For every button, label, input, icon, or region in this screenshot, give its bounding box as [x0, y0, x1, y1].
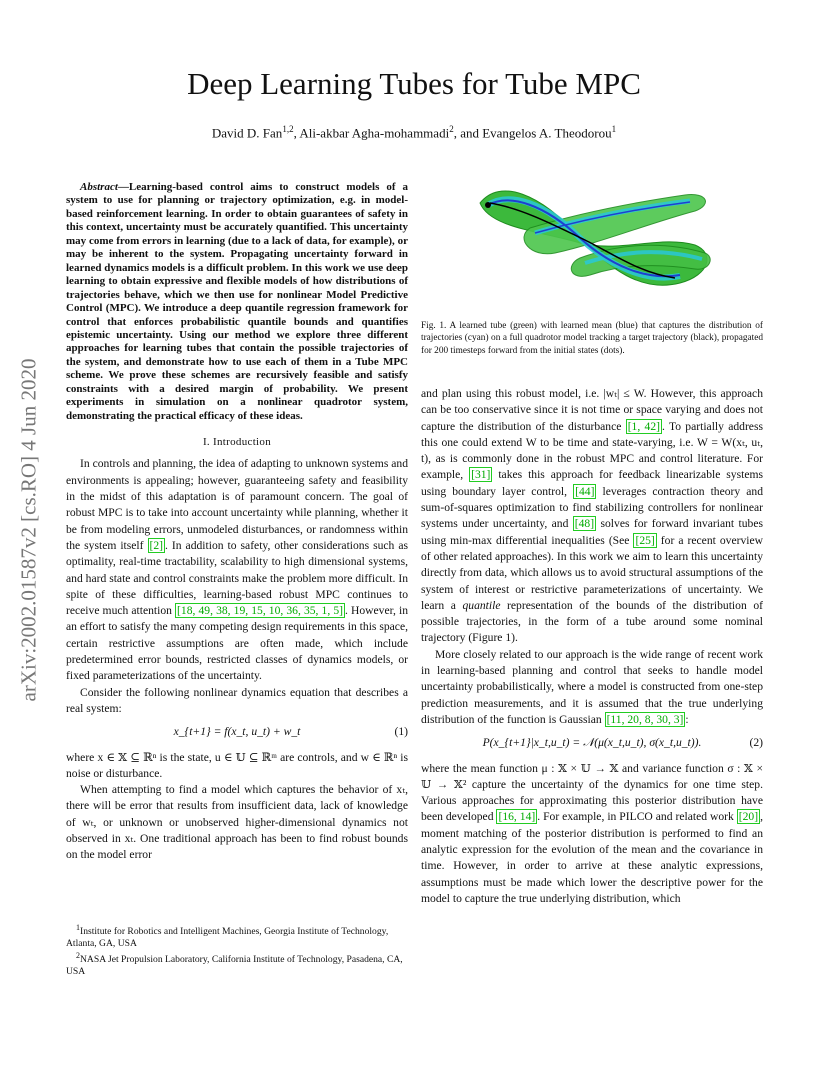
citation-link[interactable]: [20]	[738, 810, 759, 824]
abstract-label: Abstract	[80, 181, 118, 193]
arxiv-stamp	[14, 290, 44, 770]
citation-link[interactable]: [48]	[574, 517, 595, 531]
author-name: Ali-akbar Agha-mohammadi	[299, 125, 450, 141]
left-column	[66, 181, 408, 864]
footnote: $^2$NASA Jet Propulsion Laboratory, California Institute of Technology, Pasadena, CA, USA	[66, 951, 403, 978]
arxiv-id: arXiv:2002.01587v2 [cs.RO] 4 Jun 2020	[16, 358, 41, 702]
affiliation-mark: 1	[611, 124, 617, 134]
equation	[66, 724, 408, 740]
paragraph: When attempting to find a model which captures the behavior of xₜ, there will be error that results from insufficient data, lack of knowledge of wₜ, or unknown or unobserved higher-dimensional dynamics not observed in xₜ. One traditional approach has been to find robust bounds on the model error	[66, 783, 408, 862]
citation-link[interactable]: [18, 49, 38, 19, 15, 10, 36, 35, 1, 5]	[177, 604, 343, 618]
equation-body: P(x_{t+1}|x_t,u_t) = 𝒩(μ(x_t,u_t), σ(x_t,u_t)).	[482, 736, 702, 750]
citation-link[interactable]: [25]	[635, 533, 655, 547]
paragraph: In controls and planning, the idea of adapting to unknown systems and environments is appealing; however, guaranteeing safety and feasibility in the midst of this adaptation is of paramount concern. The goal of robust MPC is to take into account uncertainty while planning, whether it be from modeling errors, unmodeled disturbances, or randomness within the system itself [2] . In addition to safety, other considerations such as optimality, real-time tractability, scalability to high dimensional systems, and hard state and control constraints make the problem more difficult. In spite of these difficulties, learning-based robust MPC continues to receive much attention [18, 49, 38, 19, 15, 10, 36, 35, 1, 5] . However, in an effort to satisfy the many competing design requirements in this space, certain restrictive assumptions are often made, which include predetermined error bounds, restricted classes of dynamics models, or fixed parameterizations of the uncertainty.	[66, 457, 408, 683]
equation	[421, 735, 763, 751]
paragraph: Consider the following nonlinear dynamics equation that describes a real system:	[66, 685, 408, 715]
right-column	[421, 386, 763, 907]
figure-caption: Fig. 1. A learned tube (green) with learned mean (blue) that captures the distribution of trajectories (cyan) on a full quadrotor model tracking a target trajectory (black), propagated for 200 timesteps forward from the initial states (dots).	[421, 321, 763, 356]
equation-number: (1)	[394, 725, 408, 739]
footnote: $^1$Institute for Robotics and Intelligent Machines, Georgia Institute of Technology, Atlanta, GA, USA	[66, 923, 389, 950]
affiliation-mark: 1,2	[282, 124, 294, 134]
citation-link[interactable]: [16, 14]	[498, 810, 536, 824]
author-name: and Evangelos A. Theodorou	[460, 125, 612, 141]
citation-link[interactable]: [1, 42]	[627, 419, 660, 433]
citation-link[interactable]: [44]	[575, 484, 595, 498]
emphasis: quantile	[462, 598, 501, 612]
paragraph: where the mean function μ : 𝕏 × 𝕌 → 𝕏 and variance function σ : 𝕏 × 𝕌 → 𝕏² capture the uncertainty of the dynamics for one time step. Various approaches for approximating this posterior distribution have been developed [16, 14] . For example, in PILCO and related work [20] , moment matching of the posterior distribution is performed to find an analytic expression for the evolution of the mean and the covariance in time. However, in order to arrive at these analytic expressions, assumptions must be made which lower the descriptive power for the model to capture the true underlying distribution, which	[421, 761, 763, 905]
author-list: David D. Fan$^{1,2}$, Ali-akbar Agha-mohammadi$^2$, and Evangelos A. Theodorou$^1$	[211, 124, 617, 141]
paragraph: and plan using this robust model, i.e. |wₜ| ≤ W. However, this approach can be too conservative since it is not time or space varying and does not capture the distribution of the disturbance [1, 42] . To partially address this one could extend W to be time and state-varying, i.e. W = W(xₜ, uₜ, t), as is commonly done in the robust MPC and control literature. For example, [31] takes this approach for feedback linearizable systems using boundary layer control, [44] leverages contraction theory and sum-of-squares optimization to find stabilizing controllers for nonlinear systems under uncertainty, and [48] solves for forward invariant tubes using min-max differential inequalities (See [25] for a recent overview of other related approaches). In this work we aim to learn this uncertainty directly from data, which allows us to avoid structural assumptions of the system of interest or restrictive parameterizations of uncertainty. We learn a quantile representation of the bounds of the distribution of possible trajectories, in the form of a tube around some nominal trajectory (Figure 1).	[421, 387, 763, 645]
citation-link[interactable]: [2]	[149, 538, 164, 552]
tube-figure	[470, 183, 720, 313]
affiliation-mark: 2	[449, 124, 454, 134]
abstract	[66, 181, 408, 423]
paragraph: More closely related to our approach is the wide range of recent work in learning-based planning and control that seeks to handle model uncertainty probabilistically, where a model is constructed from one-step prediction measurements, and it is assumed that the true underlying distribution of the function is Gaussian [11, 20, 8, 30, 3] :	[421, 647, 763, 726]
paper-title: Deep Learning Tubes for Tube MPC	[187, 66, 641, 101]
initial-state-dot	[485, 202, 491, 208]
equation-body: x_{t+1} = f(x_t, u_t) + w_t	[173, 725, 301, 739]
paragraph: where x ∈ 𝕏 ⊆ ℝⁿ is the state, u ∈ 𝕌 ⊆ ℝᵐ are controls, and w ∈ ℝⁿ is noise or disturbance.	[66, 750, 408, 780]
author-name: David D. Fan	[211, 125, 283, 141]
citation-link[interactable]: [31]	[471, 468, 491, 482]
citation-link[interactable]: [11, 20, 8, 30, 3]	[606, 712, 684, 726]
equation-number: (2)	[749, 736, 763, 750]
section-heading: I. Introduction	[202, 436, 272, 449]
abstract-text: —Learning-based control aims to construct models of a system to use for planning or trajectory optimization, e.g. in model-based reinforcement learning. In order to obtain guarantees of safety in this context, uncertainty must be accurately quantified. This uncertainty may come from errors in learning (due to a lack of data, for example), or may be inherent to the system. Propagating uncertainty forward in learned dynamics models is a difficult problem. In this work we use deep learning to obtain expressive and flexible models of how distributions of trajectories behave, which we then use for nonlinear Model Predictive Control (MPC). We introduce a deep quantile regression framework for control that enforces probabilistic quantile bounds and quantifies epistemic uncertainty. Using our method we explore three different approaches for learning tubes that contain the possible trajectories of the system, and demonstrate how to use each of them in a Tube MPC scheme. We prove these schemes are recursively feasible and satisfy constraints with a desired margin of probability. We present experiments in simulation on a nonlinear quadrotor system, demonstrating the practical efficacy of these ideas.	[66, 181, 408, 422]
footnotes	[66, 922, 408, 978]
